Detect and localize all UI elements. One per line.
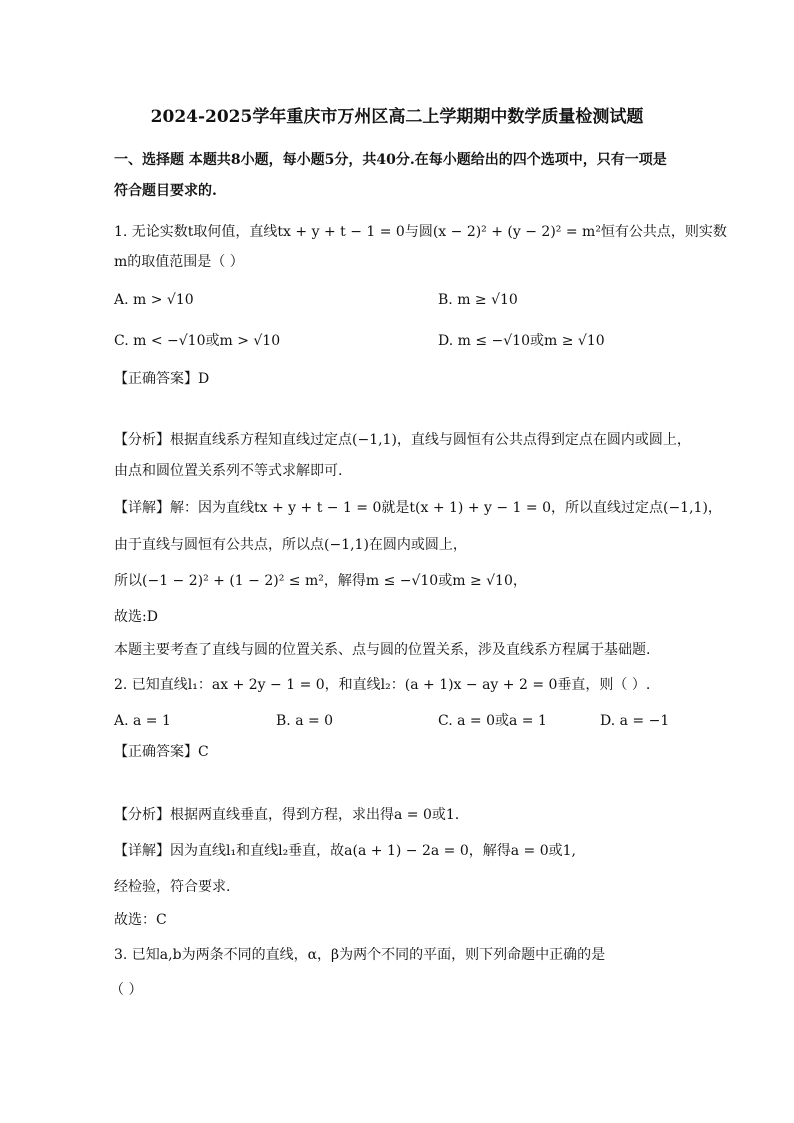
q1-answer: 【正确答案】D (114, 371, 210, 387)
q1-choice: 故选:D (114, 609, 158, 625)
q3-stem: 3. 已知a,b为两条不同的直线，α，β为两个不同的平面，则下列命题中正确的是 (114, 947, 606, 963)
q2-option-b: B. a = 0 (276, 713, 334, 729)
q1-option-d: D. m ≤ −√10或m ≥ √10 (438, 333, 605, 349)
q1-detail-cont: 由于直线与圆恒有公共点，所以点(−1,1)在圆内或圆上， (114, 537, 467, 553)
section-heading: 一、选择题 本题共8小题，每小题5分，共40分.在每小题给出的四个选项中，只有一项是 (114, 152, 667, 168)
q2-choice: 故选：C (114, 912, 167, 928)
q2-detail-cont: 经检验，符合要求. (114, 879, 231, 895)
q1-option-c: C. m < −√10或m > √10 (114, 333, 281, 349)
q1-option-a: A. m > √10 (114, 292, 194, 308)
q2-analysis: 【分析】根据两直线垂直，得到方程，求出得a = 0或1. (114, 807, 460, 823)
q1-stem-cont: m的取值范围是（ ） (114, 254, 244, 270)
q1-detail: 【详解】解：因为直线tx + y + t − 1 = 0就是t(x + 1) + y − 1 = 0，所以直线过定点(−1,1)， (114, 500, 722, 516)
q1-analysis: 【分析】根据直线系方程知直线过定点(−1,1)，直线与圆恒有公共点得到定点在圆内或圆上， (114, 432, 691, 448)
q2-option-d: D. a = −1 (600, 713, 670, 729)
q2-option-c: C. a = 0或a = 1 (438, 713, 547, 729)
section-heading-cont: 符合题目要求的. (114, 183, 217, 199)
q1-analysis-cont: 由点和圆位置关系列不等式求解即可. (114, 463, 343, 479)
q2-answer: 【正确答案】C (114, 744, 209, 760)
q1-comment: 本题主要考查了直线与圆的位置关系、点与圆的位置关系，涉及直线系方程属于基础题. (114, 642, 651, 658)
q1-stem: 1. 无论实数t取何值，直线tx + y + t − 1 = 0与圆(x − 2)² + (y − 2)² = m²恒有公共点，则实数 (114, 224, 727, 240)
q1-detail-cont2: 所以(−1 − 2)² + (1 − 2)² ≤ m²，解得m ≤ −√10或m ≥ √10， (114, 573, 527, 589)
q2-stem: 2. 已知直线l₁：ax + 2y − 1 = 0，和直线l₂：(a + 1)x − ay + 2 = 0垂直，则（ ）. (114, 677, 651, 693)
q2-option-a: A. a = 1 (114, 713, 171, 729)
page-title: 2024-2025学年重庆市万州区高二上学期期中数学质量检测试题 (150, 107, 644, 127)
q1-option-b: B. m ≥ √10 (438, 292, 518, 308)
q3-stem-cont: （ ） (110, 982, 143, 998)
q2-detail: 【详解】因为直线l₁和直线l₂垂直，故a(a + 1) − 2a = 0，解得a = 0或1, (114, 843, 576, 859)
